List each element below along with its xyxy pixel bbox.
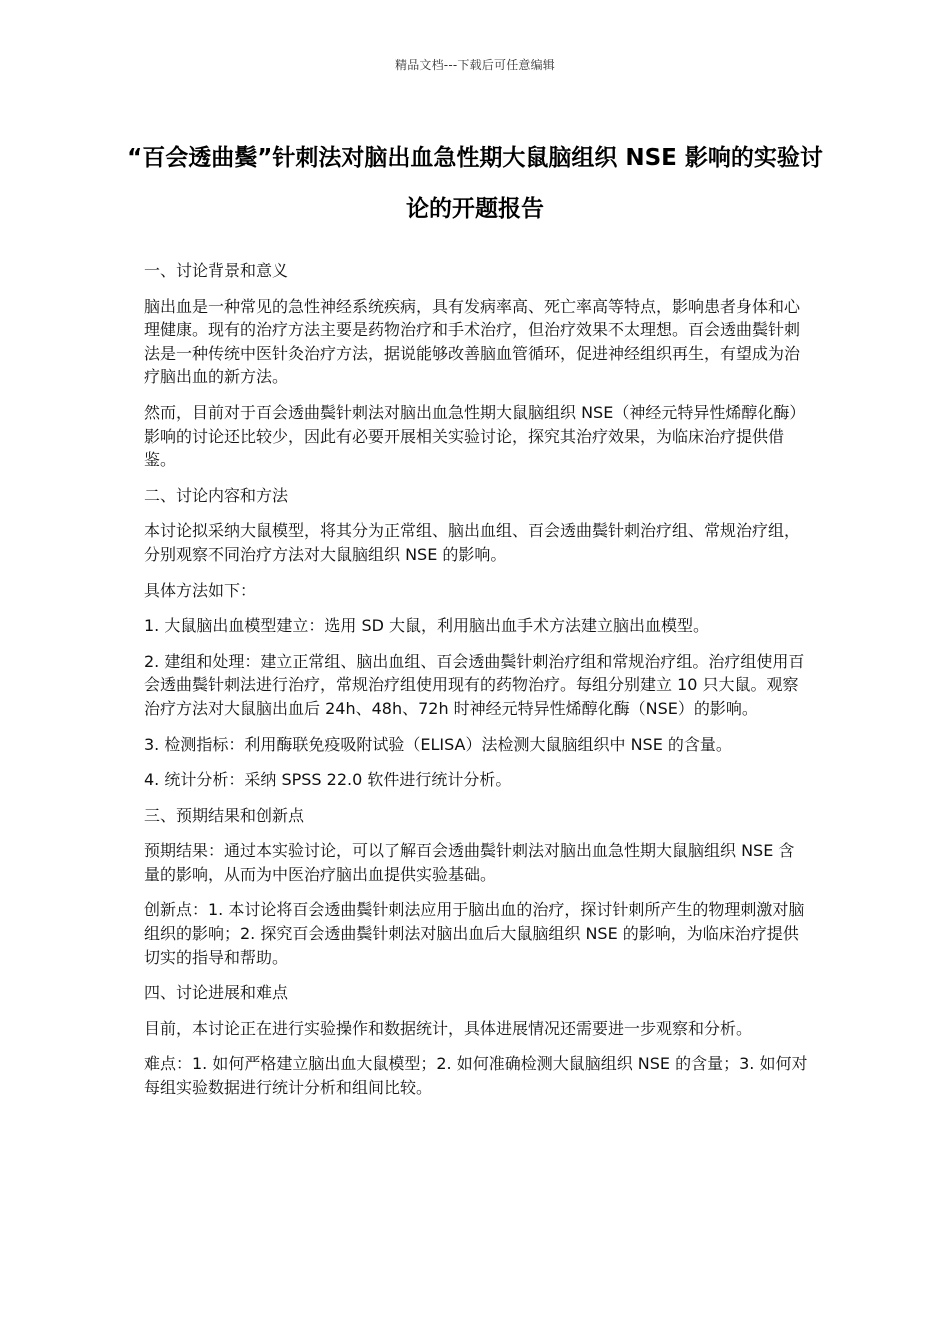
list-item-method-3: 3. 检测指标：利用酶联免疫吸附试验（ELISA）法检测大鼠脑组织中 NSE 的含量。: [144, 734, 732, 754]
list-item-method-4: 4. 统计分析：采纳 SPSS 22.0 软件进行统计分析。: [144, 770, 512, 790]
page-header: 精品文档---下载后可任意编辑: [395, 58, 555, 72]
paragraph-background-1: 脑出血是一种常见的急性神经系统疾病，具有发病率高、死亡率高等特点，影响患者身体和心理健康。现有的治疗方法主要是药物治疗和手术治疗，但治疗效果不太理想。百会透曲鬓针刺法是一种传统中医针灸治疗方法，据说能够改善脑血管循环，促进神经组织再生，有望成为治疗脑出血的新方法。: [144, 296, 801, 387]
paragraph-difficulties: 难点：1. 如何严格建立脑出血大鼠模型；2. 如何准确检测大鼠脑组织 NSE 的含量；3. 如何对每组实验数据进行统计分析和组间比较。: [144, 1054, 808, 1098]
paragraph-innovations: 创新点：1. 本讨论将百会透曲鬓针刺法应用于脑出血的治疗，探讨针刺所产生的物理刺激对脑组织的影响；2. 探究百会透曲鬓针刺法对脑出血后大鼠脑组织 NSE 的影响，为临床治疗提供切实的指导和帮助。: [144, 900, 805, 967]
document-title: “百会透曲鬓”针刺法对脑出血急性期大鼠脑组织 NSE 影响的实验讨论的开题报告: [127, 145, 823, 222]
section-heading-progress-difficulties: 四、讨论进展和难点: [144, 983, 289, 1003]
list-item-method-1: 1. 大鼠脑出血模型建立：选用 SD 大鼠，利用脑出血手术方法建立脑出血模型。: [144, 616, 710, 636]
section-heading-background: 一、讨论背景和意义: [144, 261, 289, 280]
document-body: [144, 259, 810, 1112]
section-heading-content-methods: 二、讨论内容和方法: [144, 485, 289, 505]
paragraph-progress: 目前，本讨论正在进行实验操作和数据统计，具体进展情况还需要进一步观察和分析。: [144, 1018, 753, 1038]
paragraph-expected-results: 预期结果：通过本实验讨论，可以了解百会透曲鬓针刺法对脑出血急性期大鼠脑组织 NSE 含量的影响，从而为中医治疗脑出血提供实验基础。: [144, 841, 795, 884]
paragraph-background-2: 然而，目前对于百会透曲鬓针刺法对脑出血急性期大鼠脑组织 NSE（神经元特异性烯醇化酶）影响的讨论还比较少，因此有必要开展相关实验讨论，探究其治疗效果，为临床治疗提供借鉴。: [144, 402, 806, 470]
paragraph-study-design: 本讨论拟采纳大鼠模型，将其分为正常组、脑出血组、百会透曲鬓针刺治疗组、常规治疗组，分别观察不同治疗方法对大鼠脑组织 NSE 的影响。: [144, 521, 801, 564]
paragraph-methods-intro: 具体方法如下：: [144, 580, 257, 600]
list-item-method-2: 2. 建组和处理：建立正常组、脑出血组、百会透曲鬓针刺治疗组和常规治疗组。治疗组使用百会透曲鬓针刺法进行治疗，常规治疗组使用现有的药物治疗。每组分别建立 10 只大鼠。观察治疗方法对大鼠脑出血后 24h、48h、72h 时神经元特异性烯醇化酶（NSE）的影响。: [144, 651, 805, 718]
section-heading-expected-results: 三、预期结果和创新点: [144, 805, 305, 825]
